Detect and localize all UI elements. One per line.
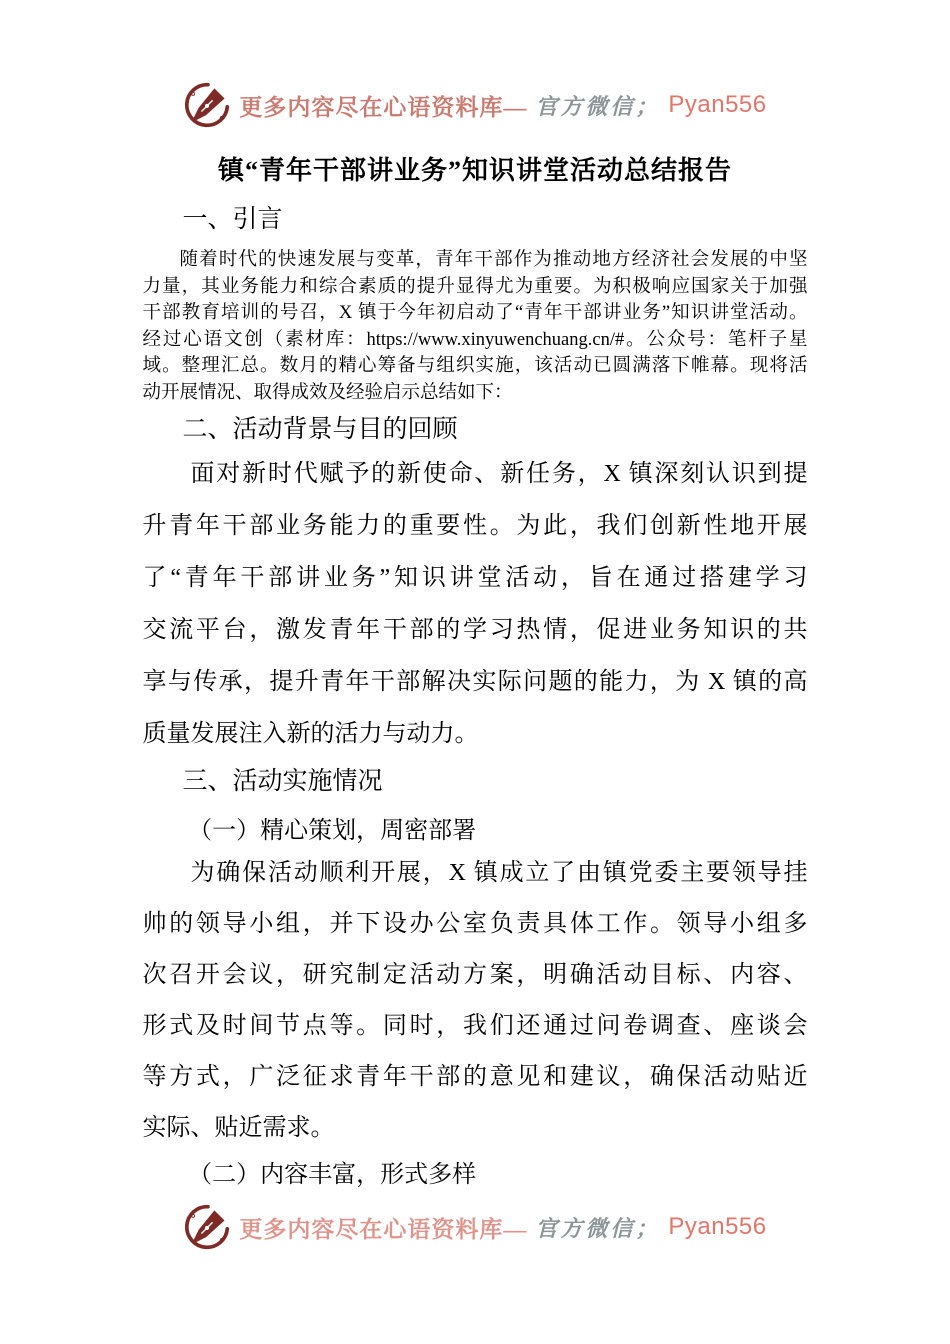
text-line: 面对新时代赋予的新使命、新任务，X 镇深刻认识到提: [190, 461, 808, 487]
text-line: 次召开会议，研究制定活动方案，明确活动目标、内容、: [142, 962, 808, 988]
text-line: 享与传承，提升青年干部解决实际问题的能力，为 X 镇的高: [142, 669, 808, 695]
pen-logo-icon: [183, 80, 231, 130]
brand-slogan-text: 更多内容尽在心语资料库—: [239, 1216, 528, 1242]
wechat-account: Pyan556: [668, 91, 767, 118]
text-line: 实际、贴近需求。: [142, 1115, 335, 1141]
pen-logo-icon: [183, 1202, 231, 1252]
brand-slogan-text: 更多内容尽在心语资料库—: [239, 94, 528, 120]
section-heading-background: 二、活动背景与目的回顾: [182, 416, 458, 443]
text-line: 了“青年干部讲业务”知识讲堂活动，旨在通过搭建学习: [142, 565, 808, 591]
wechat-label: 官方微信；: [535, 1215, 661, 1241]
text-line: 交流平台，激发青年干部的学习热情，促进业务知识的共: [142, 617, 808, 643]
text-line: 动开展情况、取得成效及经验启示总结如下：: [142, 382, 513, 403]
section-heading-intro: 一、引言: [182, 206, 283, 233]
text-line: 形式及时间节点等。同时，我们还通过问卷调查、座谈会: [142, 1013, 808, 1039]
section-heading-implementation: 三、活动实施情况: [182, 768, 383, 795]
text-line: 干部教育培训的号召，X 镇于今年初启动了“青年干部讲业务”知识讲堂活动。: [142, 303, 808, 323]
planning-paragraph: [143, 848, 808, 1154]
text-line: 经过心语文创（素材库：https://www.xinyuwenchuang.cn/#。公众号：笔杆子星: [142, 329, 808, 350]
page-title: 镇“青年干部讲业务”知识讲堂活动总结报告: [217, 156, 732, 185]
text-line: 为确保活动顺利开展，X 镇成立了由镇党委主要领导挂: [190, 860, 808, 886]
wechat-account: Pyan556: [668, 1213, 767, 1240]
text-line: 升青年干部业务能力的重要性。为此，我们创新性地开展: [142, 513, 808, 539]
text-line: 等方式，广泛征求青年干部的意见和建议，确保活动贴近: [142, 1064, 808, 1090]
subsection-heading-content: （二）内容丰富，形式多样: [188, 1162, 477, 1188]
text-line: 帅的领导小组，并下设办公室负责具体工作。领导小组多: [142, 911, 808, 937]
document-content: [143, 154, 808, 1192]
wechat-label: 官方微信；: [535, 93, 661, 119]
footer-brand-banner: [0, 1202, 950, 1252]
background-paragraph: [143, 448, 808, 760]
header-brand-banner: [0, 80, 950, 130]
subsection-heading-planning: （一）精心策划，周密部署: [188, 818, 477, 844]
text-line: 域。整理汇总。数月的精心筹备与组织实施，该活动已圆满落下帷幕。现将活: [142, 356, 808, 376]
text-line: 随着时代的快速发展与变革，青年干部作为推动地方经济社会发展的中坚: [179, 250, 808, 270]
text-line: 力量，其业务能力和综合素质的提升显得尤为重要。为积极响应国家关于加强: [142, 276, 808, 297]
text-line: 质量发展注入新的活力与动力。: [142, 721, 479, 747]
intro-paragraph: [143, 247, 808, 406]
